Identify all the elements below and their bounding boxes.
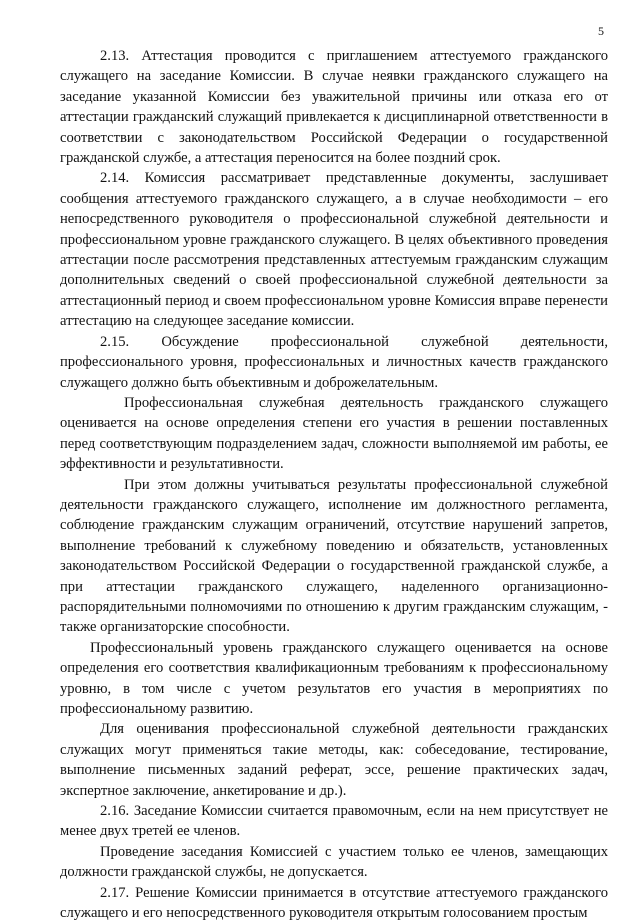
paragraph-2-17: 2.17. Решение Комиссии принимается в отсутствие аттестуемого гражданского служащего и его непосредственного руководителя открытым голосованием простым [60, 884, 608, 922]
paragraph-2-13: 2.13. Аттестация проводится с приглашением аттестуемого гражданского служащего на заседание Комиссии. В случае неявки гражданского служащего на заседание указанной Комиссии без уважительной причины или отказа его от аттестации гражданский служащий привлекается к дисциплинарной ответственности в соответствии с законодательством Российской Федерации о государственной гражданской службе, а аттестация переносится на более поздний срок. [60, 48, 608, 167]
paragraph-2-14: 2.14. Комиссия рассматривает представленные документы, заслушивает сообщения аттестуемого гражданского служащего, а в случае необходимости – его непосредственного руководителя о профессиональной служебной деятельности и профессиональном уровне гражданского служащего. В целях объективного проведения аттестации после рассмотрения представленных аттестуемым гражданским служащим дополнительных сведений о своей профессиональной служебной деятельности за аттестационный период и своем профессиональном уровне Комиссия вправе перенести аттестацию на следующее заседание комиссии. [60, 170, 608, 330]
paragraph-evaluation-methods: Для оценивания профессиональной служебной деятельности гражданских служащих могут применяться такие методы, как: собеседование, тестирование, выполнение письменных заданий реферат, эссе, решение практических задач, экспертное заключение, анкетирование и др.). [60, 721, 608, 799]
paragraph-2-16: 2.16. Заседание Комиссии считается правомочным, если на нем присутствует не менее двух третей ее членов. [60, 803, 608, 840]
paragraph-professional-activity: Профессиональная служебная деятельность гражданского служащего оценивается на основе определения степени его участия в решении поставленных перед соответствующим подразделением задач, сложности выполняемой им работы, ее эффективности и результативности. [60, 394, 608, 473]
paragraph-professional-level: Профессиональный уровень гражданского служащего оценивается на основе определения его соответствия квалификационным требованиям к профессиональному уровню, в том числе с учетом результатов его участия в мероприятиях по профессиональному развитию. [60, 639, 608, 717]
page-number: 5 [598, 24, 604, 38]
paragraph-members-only: Проведение заседания Комиссией с участием только ее членов, замещающих должности гражданской службы, не допускается. [60, 843, 608, 881]
paragraph-2-15: 2.15. Обсуждение профессиональной служебной деятельности, профессионального уровня, профессиональных и личностных качеств гражданского служащего должно быть объективным и доброжелательным. [60, 333, 608, 391]
document-body [60, 46, 608, 923]
paragraph-results-considered: При этом должны учитываться результаты профессиональной служебной деятельности гражданского служащего, исполнение им должностного регламента, соблюдение гражданским служащим ограничений, отсутствие нарушений запретов, выполнение требований к служебному поведению и обязательств, установленных законодательством Российской Федерации о государственной гражданской службе, а при аттестации гражданского служащего, наделенного организационно-распорядительными полномочиями по отношению к другим гражданским служащим, - также организаторские способности. [60, 476, 608, 636]
